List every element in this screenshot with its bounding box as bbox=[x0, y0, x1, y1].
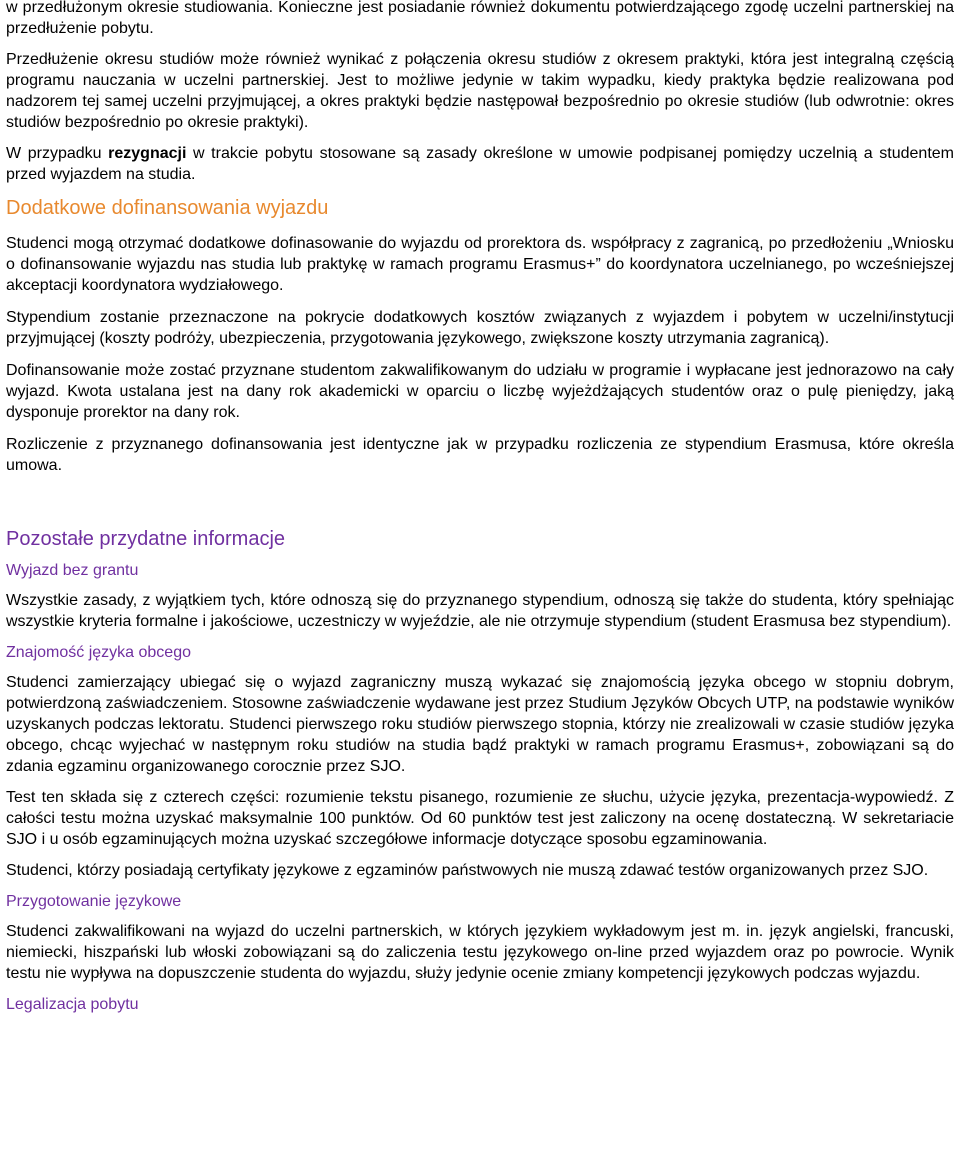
paragraph-language-preparation: Studenci zakwalifikowani na wyjazd do uczelni partnerskich, w których językiem wykładowym jest m. in. język angielski, francuski, niemiecki, hiszpański lub włoski zobowiązani są do zaliczenia testu językowego on-line przed wyjazdem oraz po powrocie. Wynik testu nie wypływa na dopuszczenie studenta do wyjazdu, służy jedynie ocenie zmiany kompetencji językowych podczas wyjazdu. bbox=[6, 923, 954, 982]
paragraph-extension-internship: Przedłużenie okresu studiów może również wynikać z połączenia okresu studiów z okresem praktyki, która jest integralną częścią programu nauczania w uczelni partnerskiej. Jest to możliwe jedynie w takim wypadku, kiedy praktyka będzie realizowana pod nadzorem tej samej uczelni przyjmującej, a okres praktyki będzie następował bezpośrednio po okresie studiów (lub odwrotnie: okres studiów bezpośrednio po okresie praktyki). bbox=[6, 51, 954, 131]
paragraph-without-grant: Wszystkie zasady, z wyjątkiem tych, które odnoszą się do przyznanego stypendium, odnoszą się także do studenta, który spełniając wszystkie kryteria formalne i jakościowe, uczestniczy w wyjeździe, ale nie otrzymuje stypendium (student Erasmusa bez stypendium). bbox=[6, 592, 954, 630]
resignation-text-before: W przypadku bbox=[6, 145, 109, 162]
heading-additional-funding: Dodatkowe dofinansowania wyjazdu bbox=[6, 197, 329, 219]
resignation-bold-term: rezygnacji bbox=[108, 145, 187, 162]
resignation-text-after: w trakcie pobytu stosowane są zasady określone w umowie podpisanej pomiędzy uczelnią a studentem przed wyjazdem na studia. bbox=[6, 145, 954, 183]
paragraph-language-requirement: Studenci zamierzający ubiegać się o wyjazd zagraniczny muszą wykazać się znajomością języka obcego w stopniu dobrym, potwierdzoną zaświadczeniem. Stosowne zaświadczenie wydawane jest przez Studium Języków Obcych UTP, na podstawie wyników uzyskanych podczas lektoratu. Studenci pierwszego roku studiów pierwszego stopnia, którzy nie zrealizowali w czasie studiów języka obcego, chcąc wyjechać w następnym roku studiów na studia bądź praktyki w ramach programu Erasmus+, zobowiązani są do zdania egzaminu organizowanego corocznie przez SJO. bbox=[6, 674, 954, 775]
paragraph-language-test: Test ten składa się z czterech części: rozumienie tekstu pisanego, rozumienie ze słuchu, użycie języka, prezentacja-wypowiedź. Z całości testu można uzyskać maksymalnie 100 punktów. Od 60 punktów test jest zaliczony na ocenę dostateczną. W sekretariacie SJO i u osób egzaminujących można uzyskać szczegółowe informacje dotyczące sposobu egzaminowania. bbox=[6, 789, 954, 848]
paragraph-funding-settlement: Rozliczenie z przyznanego dofinansowania jest identyczne jak w przypadku rozliczenia ze stypendium Erasmusa, które określa umowa. bbox=[6, 436, 954, 474]
heading-stay-legalization: Legalizacja pobytu bbox=[6, 996, 139, 1013]
paragraph-funding-purpose: Stypendium zostanie przeznaczone na pokrycie dodatkowych kosztów związanych z wyjazdem i pobytem w uczelni/instytucji przyjmującej (koszty podróży, ubezpieczenia, przygotowania językowego, zwiększone koszty utrzymania zagranicą). bbox=[6, 309, 954, 347]
paragraph-funding-award: Dofinansowanie może zostać przyznane studentom zakwalifikowanym do udziału w programie i wypłacane jest jednorazowo na cały wyjazd. Kwota ustalana jest na dany rok akademicki w oparciu o liczbę wyjeżdżających studentów oraz o pulę pieniędzy, jaką dysponuje prorektor na dany rok. bbox=[6, 362, 954, 421]
heading-foreign-language: Znajomość języka obcego bbox=[6, 644, 191, 661]
heading-other-information: Pozostałe przydatne informacje bbox=[6, 528, 286, 550]
paragraph-funding-application: Studenci mogą otrzymać dodatkowe dofinasowanie do wyjazdu od prorektora ds. współpracy z zagranicą, po przedłożeniu „Wniosku o dofinansowanie wyjazdu nas studia lub praktykę w ramach programu Erasmus+” do koordynatora uczelnianego, po wcześniejszej akceptacji koordynatora wydziałowego. bbox=[6, 235, 954, 294]
heading-trip-without-grant: Wyjazd bez grantu bbox=[6, 562, 139, 579]
paragraph-language-certificates: Studenci, którzy posiadają certyfikaty językowe z egzaminów państwowych nie muszą zdawać testów organizowanych przez SJO. bbox=[6, 862, 929, 879]
heading-language-preparation: Przygotowanie językowe bbox=[6, 893, 182, 910]
paragraph-resignation bbox=[6, 143, 954, 185]
paragraph-extension-consent: w przedłużonym okresie studiowania. Konieczne jest posiadanie również dokumentu potwierdzającego zgodę uczelni partnerskiej na przedłużenie pobytu. bbox=[6, 0, 954, 37]
